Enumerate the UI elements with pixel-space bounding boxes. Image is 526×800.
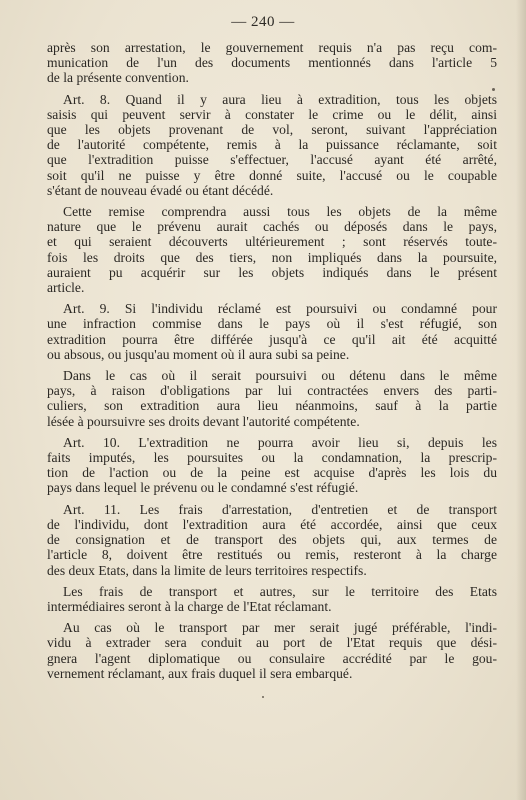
text-line: vidu à extrader sera conduit au port de l'Etat requis que dési- — [47, 635, 497, 651]
text-line: munication de l'un des documents mentionnés dans l'article 5 — [47, 55, 497, 71]
text-line: auraient pu acquérir sur les objets indiqués dans le présent — [47, 264, 497, 280]
text-line: l'article 8, doivent être restitués ou remis, resteront à la charge — [47, 547, 497, 563]
text-line: fois les droits que des tiers, non impliqués dans la poursuite, — [47, 249, 497, 265]
paragraph — [47, 502, 497, 578]
paragraph — [47, 40, 497, 86]
paragraph — [47, 92, 497, 198]
text-line: Art. 9. Si l'individu réclamé est poursuivi ou condamné pour — [63, 301, 497, 317]
text-line: Les frais de transport et autres, sur le territoire des Etats — [63, 583, 497, 599]
text-line: Dans le cas où il serait poursuivi ou détenu dans le même — [63, 368, 497, 384]
text-line: après son arrestation, le gouvernement requis n'a pas reçu com- — [47, 40, 497, 55]
text-line: nature que le prévenu aurait cachés ou déposés dans le pays, — [47, 219, 497, 235]
paragraph — [47, 368, 497, 429]
text-line: intermédiaires seront à la charge de l'Etat réclamant. — [47, 598, 332, 614]
text-line: article. — [47, 280, 85, 296]
text-line: pays dans lequel le prévenu ou le condamné s'est réfugié. — [47, 480, 359, 496]
text-line: extradition pourra être différée jusqu'à ce qu'il ait été acquitté — [47, 331, 497, 347]
text-line: ou absous, ou jusqu'au moment où il aura subi sa peine. — [47, 346, 350, 362]
text-line: Cette remise comprendra aussi tous les objets de la même — [63, 204, 497, 220]
text-line: vernement réclamant, aux frais duquel il sera embarqué. — [47, 665, 353, 681]
text-line: tion de l'action ou de la peine est acquise d'après les lois du — [47, 465, 497, 481]
text-line: faits imputés, les poursuites ou la condamnation, la prescrip- — [47, 450, 497, 466]
page-number: — 240 — — [231, 14, 295, 30]
text-line: Art. 10. L'extradition ne pourra avoir lieu si, depuis les — [63, 434, 497, 450]
text-line: que les objets provenant de vol, seront, suivant l'appréciation — [47, 122, 497, 138]
text-line: de l'individu, dont l'extradition aura été accordée, ainsi que ceux — [47, 516, 497, 532]
text-line: soit qu'il ne puisse y être donné suite, l'accusé ou le coupable — [47, 167, 497, 183]
text-line: Art. 11. Les frais d'arrestation, d'entretien et de transport — [63, 501, 497, 517]
text-line: une infraction commise dans le pays où il s'est réfugié, son — [47, 316, 497, 332]
text-line: lésée à poursuivre ses droits devant l'autorité compétente. — [47, 413, 360, 429]
text-line: des deux Etats, dans la limite de leurs territoires respectifs. — [47, 562, 367, 578]
body-text — [47, 40, 497, 687]
text-line: pays, à raison d'obligations par lui contractées envers des parti- — [47, 383, 497, 399]
paragraph — [47, 301, 497, 362]
text-line: de l'autorité compétente, remis à la puissance réclamante, soit — [47, 137, 497, 153]
page-edge-shadow — [516, 0, 526, 800]
text-line: de la présente convention. — [47, 70, 189, 86]
text-line: saisis qui peuvent servir à constater le crime ou le délit, ainsi — [47, 106, 497, 122]
text-line: et qui seraient découverts ultérieurement ; sont réservés toute- — [47, 234, 497, 250]
text-line: culiers, son extradition aura lieu néanmoins, sauf à la partie — [47, 398, 497, 414]
text-line: gnera l'agent diplomatique ou consulaire accrédité par le gou- — [47, 650, 497, 666]
text-line: Art. 8. Quand il y aura lieu à extradition, tous les objets — [63, 91, 497, 107]
speck — [492, 88, 495, 91]
text-line: que l'extradition puisse s'effectuer, l'accusé ayant été arrêté, — [47, 152, 497, 168]
paragraph — [47, 584, 497, 614]
text-line: s'étant de nouveau évadé ou étant décédé. — [47, 182, 274, 198]
paragraph — [47, 204, 497, 295]
speck — [262, 696, 264, 698]
paragraph — [47, 620, 497, 681]
text-line: de consignation et de transport des objets qui, aux termes de — [47, 532, 497, 548]
paragraph — [47, 435, 497, 496]
text-line: Au cas où le transport par mer serait jugé préférable, l'indi- — [63, 620, 497, 636]
